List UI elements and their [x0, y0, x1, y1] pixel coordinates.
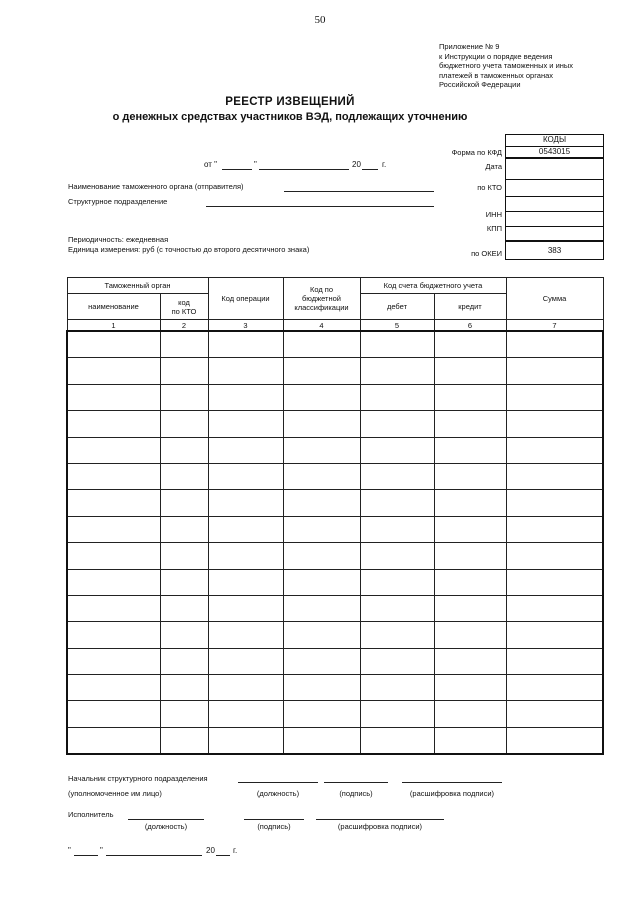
credit-header: кредит: [434, 294, 506, 320]
table-cell[interactable]: [67, 463, 160, 489]
footer-date-year-prefix: 20: [206, 846, 215, 855]
table-cell[interactable]: [283, 463, 360, 489]
head-decoding-caption: (расшифровка подписи): [409, 789, 495, 798]
table-cell[interactable]: [283, 516, 360, 542]
date-quote: ": [254, 160, 257, 169]
table-cell[interactable]: [506, 543, 603, 569]
table-row: [67, 543, 603, 569]
table-cell[interactable]: [67, 569, 160, 595]
table-cell[interactable]: [208, 622, 283, 648]
executor-decoding-field[interactable]: [316, 819, 444, 820]
date-year-prefix: 20: [352, 160, 361, 169]
table-cell[interactable]: [160, 463, 208, 489]
table-row: [67, 437, 603, 463]
table-cell[interactable]: [506, 331, 603, 358]
kto-code-cell[interactable]: [506, 180, 603, 197]
executor-decoding-caption: (расшифровка подписи): [337, 822, 423, 831]
table-cell[interactable]: [360, 648, 434, 674]
table-cell[interactable]: [67, 595, 160, 621]
structural-unit-label: Структурное подразделение: [68, 197, 168, 206]
head-position-field[interactable]: [238, 782, 318, 783]
table-cell[interactable]: [67, 490, 160, 516]
table-cell[interactable]: [360, 516, 434, 542]
table-row: [67, 701, 603, 727]
table-cell[interactable]: [208, 675, 283, 701]
codes-box: [505, 134, 604, 260]
table-cell[interactable]: [208, 701, 283, 727]
table-cell[interactable]: [360, 463, 434, 489]
kto-code-header: код по КТО: [160, 294, 208, 320]
table-cell[interactable]: [283, 648, 360, 674]
table-row: [67, 516, 603, 542]
date-day-field[interactable]: [222, 169, 252, 170]
table-cell[interactable]: [67, 437, 160, 463]
table-cell[interactable]: [208, 543, 283, 569]
date-year-field[interactable]: [362, 169, 378, 170]
table-cell[interactable]: [506, 595, 603, 621]
table-cell[interactable]: [434, 411, 506, 437]
table-cell[interactable]: [434, 516, 506, 542]
account-group-header: Код счета бюджетного учета: [360, 278, 506, 294]
table-cell[interactable]: [434, 675, 506, 701]
table-cell[interactable]: [283, 569, 360, 595]
footer-date-month-field[interactable]: [106, 855, 202, 856]
footer-date-quote: ": [68, 846, 71, 855]
head-position-caption: (должность): [256, 789, 300, 798]
structural-unit-field[interactable]: [206, 206, 434, 207]
table-cell[interactable]: [434, 648, 506, 674]
periodicity-label: Периодичность: ежедневная: [68, 235, 169, 244]
table-cell[interactable]: [283, 384, 360, 410]
page-number: 50: [314, 14, 326, 26]
table-cell[interactable]: [360, 437, 434, 463]
table-row: [67, 622, 603, 648]
date-from-label: от ": [204, 160, 217, 169]
table-row: [67, 675, 603, 701]
table-cell[interactable]: [160, 648, 208, 674]
table-cell[interactable]: [160, 595, 208, 621]
table-cell[interactable]: [208, 437, 283, 463]
table-cell[interactable]: [283, 675, 360, 701]
table-cell[interactable]: [283, 358, 360, 384]
sum-header: Сумма: [506, 278, 603, 320]
table-cell[interactable]: [283, 595, 360, 621]
table-cell[interactable]: [506, 358, 603, 384]
table-cell[interactable]: [434, 463, 506, 489]
inn-code-cell[interactable]: [506, 212, 603, 227]
table-cell[interactable]: [160, 490, 208, 516]
table-cell[interactable]: [360, 358, 434, 384]
kto-label: по КТО: [477, 183, 502, 192]
table-cell[interactable]: [67, 411, 160, 437]
table-cell[interactable]: [434, 384, 506, 410]
table-cell[interactable]: [283, 411, 360, 437]
table-row: [67, 490, 603, 516]
executor-position-field[interactable]: [128, 819, 204, 820]
appendix-line: Приложение № 9: [439, 42, 500, 51]
table-cell[interactable]: [208, 595, 283, 621]
table-cell[interactable]: [208, 384, 283, 410]
table-cell[interactable]: [160, 622, 208, 648]
kto-code-cell-2[interactable]: [506, 197, 603, 212]
table-cell[interactable]: [208, 463, 283, 489]
head-decoding-field[interactable]: [402, 782, 502, 783]
customs-body-label: Наименование таможенного органа (отправителя): [68, 182, 244, 191]
table-row: [67, 463, 603, 489]
column-number: 5: [360, 320, 434, 332]
table-row: [67, 595, 603, 621]
table-cell[interactable]: [506, 727, 603, 754]
table-cell[interactable]: [160, 727, 208, 754]
table-cell[interactable]: [506, 675, 603, 701]
table-cell[interactable]: [506, 384, 603, 410]
column-number: 2: [160, 320, 208, 332]
table-cell[interactable]: [360, 331, 434, 358]
executor-label: Исполнитель: [68, 810, 114, 819]
table-cell[interactable]: [67, 516, 160, 542]
inn-label: ИНН: [485, 210, 502, 219]
head-label: Начальник структурного подразделения: [68, 774, 208, 783]
appendix-line: к Инструкции о порядке ведения: [439, 51, 553, 61]
table-cell[interactable]: [160, 701, 208, 727]
table-cell[interactable]: [434, 569, 506, 595]
name-header: наименование: [67, 294, 160, 320]
unit-label: Единица измерения: руб (с точностью до второго десятичного знака): [68, 245, 310, 254]
executor-signature-field[interactable]: [244, 819, 304, 820]
table-row: [67, 384, 603, 410]
executor-position-caption: (должность): [144, 822, 188, 831]
table-cell[interactable]: [283, 543, 360, 569]
document-subtitle: о денежных средствах участников ВЭД, подлежащих уточнению: [112, 111, 468, 123]
table-cell[interactable]: [434, 543, 506, 569]
operation-code-header: Код операции: [208, 278, 283, 320]
table-cell[interactable]: [360, 411, 434, 437]
table-cell[interactable]: [208, 331, 283, 358]
column-number: 1: [67, 320, 160, 332]
table-cell[interactable]: [506, 516, 603, 542]
document-title: РЕЕСТР ИЗВЕЩЕНИЙ: [225, 96, 355, 108]
okei-value: 383: [506, 241, 603, 259]
okei-label: по ОКЕИ: [471, 249, 502, 258]
table-cell[interactable]: [360, 701, 434, 727]
table-cell[interactable]: [67, 675, 160, 701]
table-cell[interactable]: [283, 727, 360, 754]
table-cell[interactable]: [208, 490, 283, 516]
table-cell[interactable]: [67, 701, 160, 727]
table-row: [67, 411, 603, 437]
head-signature-caption: (подпись): [339, 789, 373, 798]
table-cell[interactable]: [67, 648, 160, 674]
table-cell[interactable]: [434, 331, 506, 358]
date-month-field[interactable]: [259, 169, 349, 170]
table-cell[interactable]: [283, 701, 360, 727]
date-code-cell[interactable]: [506, 159, 603, 180]
column-number: 7: [506, 320, 603, 332]
budget-class-code-header: Код по бюджетной классификации: [283, 278, 360, 320]
table-cell[interactable]: [360, 727, 434, 754]
table-cell[interactable]: [360, 384, 434, 410]
appendix-line: бюджетного учета таможенных и иных: [439, 61, 574, 70]
table-cell[interactable]: [208, 569, 283, 595]
table-cell[interactable]: [208, 411, 283, 437]
date-year-suffix: г.: [382, 160, 387, 169]
table-body: [67, 331, 603, 754]
debit-header: дебет: [360, 294, 434, 320]
column-number: 4: [283, 320, 360, 332]
kpp-label: КПП: [486, 224, 502, 233]
footer-date-year-suffix: г.: [233, 846, 238, 855]
head-signature-field[interactable]: [324, 782, 388, 783]
table-cell[interactable]: [506, 701, 603, 727]
table-cell[interactable]: [67, 543, 160, 569]
table-cell[interactable]: [506, 622, 603, 648]
table-cell[interactable]: [434, 358, 506, 384]
footer-date-quote-close: ": [100, 846, 103, 855]
table-row: [67, 648, 603, 674]
footer-date-day-field[interactable]: [74, 855, 98, 856]
table-cell[interactable]: [283, 437, 360, 463]
column-number: 6: [434, 320, 506, 332]
table-cell[interactable]: [434, 727, 506, 754]
table-row: [67, 569, 603, 595]
table-row: [67, 358, 603, 384]
column-number: 3: [208, 320, 283, 332]
table-cell[interactable]: [160, 569, 208, 595]
table-cell[interactable]: [67, 727, 160, 754]
table-cell[interactable]: [434, 595, 506, 621]
table-cell[interactable]: [506, 648, 603, 674]
table-cell[interactable]: [160, 384, 208, 410]
table-cell[interactable]: [506, 463, 603, 489]
table-cell[interactable]: [160, 516, 208, 542]
table-cell[interactable]: [283, 331, 360, 358]
form-kfd-label: Форма по КФД: [451, 148, 502, 157]
table-cell[interactable]: [208, 358, 283, 384]
form-kfd-value: 0543015: [506, 147, 603, 159]
executor-signature-caption: (подпись): [257, 822, 291, 831]
table-cell[interactable]: [360, 490, 434, 516]
table-cell[interactable]: [360, 675, 434, 701]
table-cell[interactable]: [434, 437, 506, 463]
table-cell[interactable]: [506, 411, 603, 437]
table-cell[interactable]: [360, 543, 434, 569]
appendix-note: [439, 42, 573, 90]
table-cell[interactable]: [208, 648, 283, 674]
table-cell[interactable]: [506, 437, 603, 463]
date-code-label: Дата: [485, 162, 502, 171]
table-cell[interactable]: [67, 358, 160, 384]
table-cell[interactable]: [434, 622, 506, 648]
table-cell[interactable]: [160, 675, 208, 701]
table-cell[interactable]: [506, 490, 603, 516]
table-cell[interactable]: [208, 727, 283, 754]
footer-date-year-field[interactable]: [216, 855, 230, 856]
table-cell[interactable]: [283, 622, 360, 648]
table-cell[interactable]: [160, 331, 208, 358]
table-row: [67, 331, 603, 358]
table-cell[interactable]: [360, 595, 434, 621]
table-cell[interactable]: [160, 358, 208, 384]
table-cell[interactable]: [360, 622, 434, 648]
customs-group-header: Таможенный орган: [67, 278, 208, 294]
table-cell[interactable]: [506, 569, 603, 595]
table-cell[interactable]: [360, 569, 434, 595]
table-cell[interactable]: [67, 331, 160, 358]
table-cell[interactable]: [160, 411, 208, 437]
codes-header: КОДЫ: [506, 135, 603, 147]
table-cell[interactable]: [67, 384, 160, 410]
head-label-sub: (уполномоченное им лицо): [68, 789, 162, 798]
appendix-line: платежей в таможенных органах: [439, 70, 554, 80]
table-cell[interactable]: [208, 516, 283, 542]
table-cell[interactable]: [434, 701, 506, 727]
notices-table: [66, 277, 604, 755]
appendix-line: Российской Федерации: [439, 80, 521, 89]
kpp-code-cell[interactable]: [506, 227, 603, 241]
table-cell[interactable]: [283, 490, 360, 516]
table-row: [67, 727, 603, 754]
table-cell[interactable]: [434, 490, 506, 516]
table-cell[interactable]: [160, 437, 208, 463]
table-cell[interactable]: [67, 622, 160, 648]
table-cell[interactable]: [160, 543, 208, 569]
